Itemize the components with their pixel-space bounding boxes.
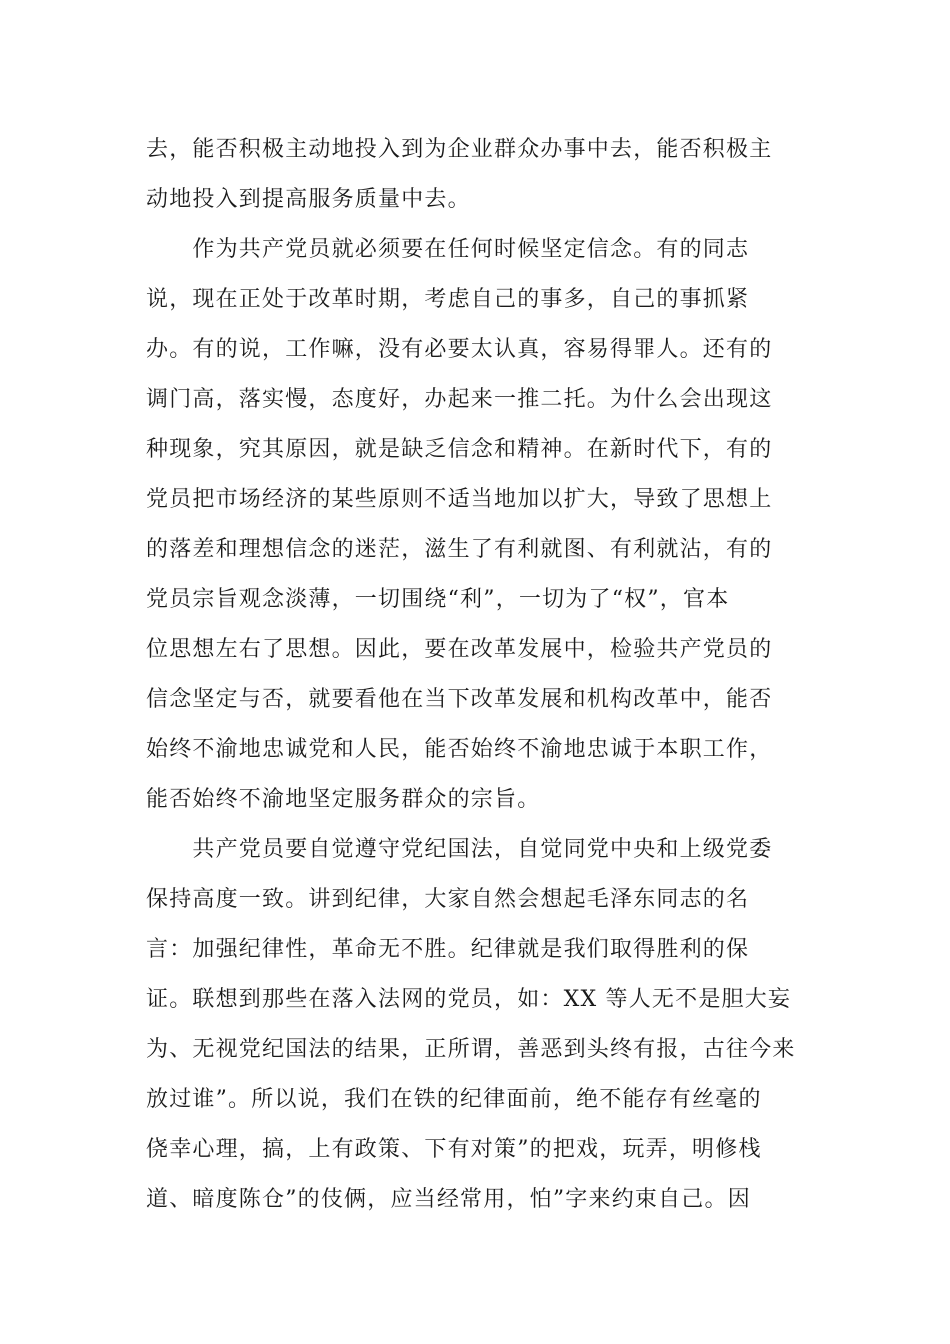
- text-line: 证。联想到那些在落入法网的党员，如：XX 等人无不是胆大妄: [146, 987, 792, 1012]
- text-line: 为、无视党纪国法的结果，正所谓，善恶到头终有报，古往今来: [146, 1037, 796, 1062]
- text-line: 去，能否积极主动地投入到为企业群众办事中去，能否积极主: [146, 137, 773, 162]
- text-line: 的落差和理想信念的迷茫，滋生了有利就图、有利就沾，有的: [146, 537, 773, 562]
- text-line: 始终不渝地忠诚党和人民，能否始终不渝地忠诚于本职工作，: [146, 737, 773, 762]
- text-line: 办。有的说，工作嘛，没有必要太认真，容易得罪人。还有的: [146, 337, 773, 362]
- text-line: 党员把市场经济的某些原则不适当地加以扩大，导致了思想上: [146, 487, 773, 512]
- text-line: 作为共产党员就必须要在任何时候坚定信念。有的同志: [146, 237, 750, 262]
- text-line: 道、暗度陈仓”的伎俩，应当经常用，怕”字来约束自己。因: [146, 1187, 751, 1212]
- text-line: 放过谁”。所以说，我们在铁的纪律面前，绝不能存有丝毫的: [146, 1087, 762, 1112]
- text-line: 共产党员要自觉遵守党纪国法，自觉同党中央和上级党委: [146, 837, 773, 862]
- text-line: 能否始终不渝地坚定服务群众的宗旨。: [146, 787, 541, 812]
- text-line: 保持高度一致。讲到纪律，大家自然会想起毛泽东同志的名: [146, 887, 750, 912]
- text-line: 种现象，究其原因，就是缺乏信念和精神。在新时代下，有的: [146, 437, 773, 462]
- text-line: 位思想左右了思想。因此，要在改革发展中，检验共产党员的: [146, 637, 773, 662]
- text-line: 侥幸心理，搞，上有政策、下有对策”的把戏，玩弄，明修栈: [146, 1137, 762, 1162]
- text-line: 党员宗旨观念淡薄，一切围绕“利”，一切为了“权”，官本: [146, 587, 730, 612]
- text-line: 说，现在正处于改革时期，考虑自己的事多，自己的事抓紧: [146, 287, 750, 312]
- text-line: 言：加强纪律性，革命无不胜。纪律就是我们取得胜利的保: [146, 937, 750, 962]
- text-line: 动地投入到提高服务质量中去。: [146, 187, 471, 212]
- text-line: 信念坚定与否，就要看他在当下改革发展和机构改革中，能否: [146, 687, 773, 712]
- text-line: 调门高，落实慢，态度好，办起来一推二托。为什么会出现这: [146, 387, 773, 412]
